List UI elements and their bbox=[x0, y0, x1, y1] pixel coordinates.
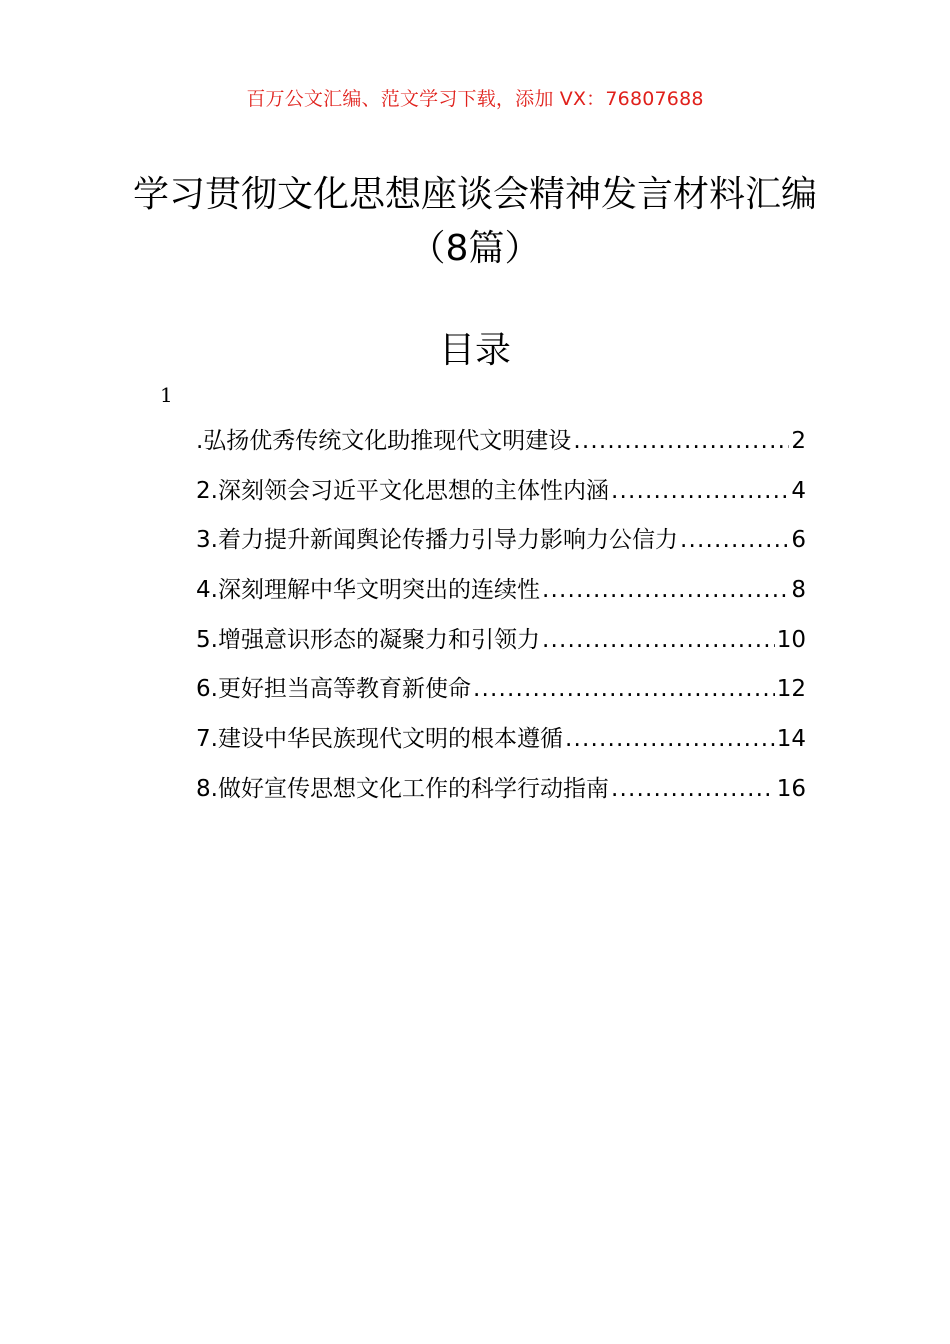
toc-entry-5[interactable] bbox=[196, 621, 806, 671]
toc-leader-dots bbox=[542, 627, 775, 653]
header-watermark-note: 百万公文汇编、范文学习下载，添加 VX：76807688 bbox=[246, 88, 704, 110]
toc-entry-title: 2.深刻领会习近平文化思想的主体性内涵 bbox=[196, 477, 609, 504]
toc-page-number: 8 bbox=[791, 577, 806, 604]
toc-entry-title: 6.更好担当高等教育新使命 bbox=[196, 676, 471, 703]
toc-entry-title: 5.增强意识形态的凝聚力和引领力 bbox=[196, 626, 540, 653]
toc-stray-number: 1 bbox=[160, 383, 173, 407]
toc-page-number: 4 bbox=[791, 477, 806, 504]
toc-heading: 目录 bbox=[438, 330, 511, 371]
toc-entry-title: 7.建设中华民族现代文明的根本遵循 bbox=[196, 726, 563, 753]
toc-leader-dots bbox=[542, 577, 789, 603]
toc-page-number: 16 bbox=[776, 775, 806, 802]
toc-entry-4[interactable] bbox=[196, 571, 806, 621]
toc-page-number: 6 bbox=[791, 527, 806, 554]
toc-entry-title: 8.做好宣传思想文化工作的科学行动指南 bbox=[196, 775, 609, 802]
toc-leader-dots bbox=[565, 726, 775, 752]
toc-entry-8[interactable] bbox=[196, 770, 806, 820]
toc-entry-6[interactable] bbox=[196, 670, 806, 720]
toc-entry-title: 4.深刻理解中华文明突出的连续性 bbox=[196, 577, 540, 604]
toc-leader-dots bbox=[573, 428, 789, 454]
toc-entry-title: .弘扬优秀传统文化助推现代文明建设 bbox=[196, 428, 572, 454]
toc-entry-title: 3.着力提升新闻舆论传播力引导力影响力公信力 bbox=[196, 527, 678, 554]
toc-page-number: 14 bbox=[776, 726, 806, 753]
toc-leader-dots bbox=[611, 478, 789, 504]
toc-entry-3[interactable] bbox=[196, 521, 806, 571]
toc-entry-1[interactable] bbox=[196, 422, 806, 472]
toc-page-number: 10 bbox=[776, 626, 806, 653]
toc-page-number: 12 bbox=[776, 676, 806, 703]
toc-entry-2[interactable] bbox=[196, 472, 806, 522]
toc-entry-7[interactable] bbox=[196, 720, 806, 770]
toc-leader-dots bbox=[611, 776, 775, 802]
document-title: 学习贯彻文化思想座谈会精神发言材料汇编（8篇） bbox=[132, 174, 817, 269]
toc-list bbox=[196, 422, 806, 820]
toc-page-number: 2 bbox=[791, 428, 806, 454]
toc-leader-dots bbox=[680, 527, 789, 553]
toc-leader-dots bbox=[473, 676, 775, 702]
